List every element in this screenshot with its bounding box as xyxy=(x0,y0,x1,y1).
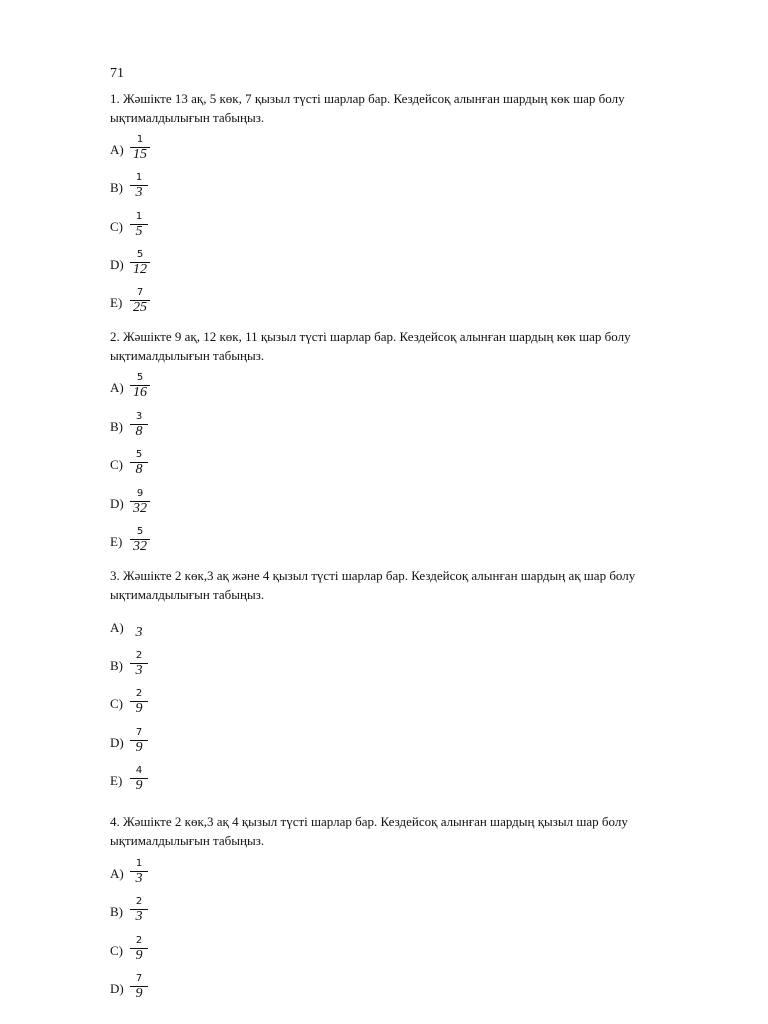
fraction-denominator: 9 xyxy=(135,778,143,793)
fraction-numerator: 5 xyxy=(135,449,143,460)
fraction xyxy=(130,411,156,447)
fraction-denominator: 5 xyxy=(135,224,143,239)
fraction xyxy=(130,211,156,247)
option-label: A) xyxy=(110,620,124,635)
question-3-option-d xyxy=(110,727,230,763)
question-1-option-e xyxy=(110,287,230,323)
fraction-denominator: 32 xyxy=(133,539,147,554)
fraction xyxy=(130,896,156,932)
fraction-denominator: 9 xyxy=(135,948,143,963)
fraction-denominator: 8 xyxy=(135,424,143,439)
option-label: A) xyxy=(110,142,124,157)
fraction xyxy=(130,612,156,648)
question-1-option-c xyxy=(110,211,230,247)
fraction xyxy=(130,134,156,170)
option-label: B) xyxy=(110,658,123,673)
fraction-numerator: 4 xyxy=(135,765,143,776)
fraction-denominator: 12 xyxy=(133,262,147,277)
question-1-option-b xyxy=(110,172,230,208)
fraction xyxy=(130,727,156,763)
fraction-denominator: 9 xyxy=(135,986,143,1001)
question-4-option-a xyxy=(110,858,230,894)
question-1-option-d xyxy=(110,249,230,285)
option-label: D) xyxy=(110,496,124,511)
option-label: D) xyxy=(110,735,124,750)
fraction xyxy=(130,973,156,1009)
fraction-denominator: 9 xyxy=(135,701,143,716)
fraction xyxy=(130,249,156,285)
fraction-numerator: 2 xyxy=(135,688,143,699)
fraction xyxy=(130,935,156,971)
question-4-option-b xyxy=(110,896,230,932)
fraction xyxy=(130,688,156,724)
option-label: D) xyxy=(110,981,124,996)
question-2-option-a xyxy=(110,372,230,408)
fraction-numerator: 1 xyxy=(135,858,143,869)
fraction-numerator: 5 xyxy=(136,526,144,537)
fraction xyxy=(130,650,156,686)
option-label: B) xyxy=(110,419,123,434)
fraction-denominator: 9 xyxy=(135,740,143,755)
question-1-text: 1. Жәшікте 13 ақ, 5 көк, 7 қызыл түсті шарлар бар. Кездейсоқ алынған шардың көк шар болу ықтималдылығын табыңыз. xyxy=(110,91,625,125)
fraction xyxy=(130,172,156,208)
option-label: E) xyxy=(110,295,123,310)
fraction-numerator: 1 xyxy=(135,211,143,222)
option-label: C) xyxy=(110,457,123,472)
fraction-denominator: 3 xyxy=(135,185,143,200)
option-label: E) xyxy=(110,773,123,788)
option-label: E) xyxy=(110,534,123,549)
fraction-denominator: 3 xyxy=(135,625,143,640)
question-2-option-b xyxy=(110,411,230,447)
fraction xyxy=(130,526,156,562)
fraction-denominator: 32 xyxy=(133,501,147,516)
fraction-numerator: 7 xyxy=(135,727,143,738)
question-2-option-c xyxy=(110,449,230,485)
fraction-denominator: 8 xyxy=(135,462,143,477)
fraction xyxy=(130,488,156,524)
fraction-numerator: 1 xyxy=(135,172,143,183)
page-number: 71 xyxy=(110,66,124,81)
option-label: C) xyxy=(110,943,123,958)
question-3-text: 3. Жәшікте 2 көк,3 ақ және 4 қызыл түсті шарлар бар. Кездейсоқ алынған шардың ақ шар болу ықтималдылығын табыңыз. xyxy=(110,568,636,602)
fraction-denominator: 25 xyxy=(133,300,147,315)
question-3-option-a xyxy=(110,612,230,648)
option-label: D) xyxy=(110,257,124,272)
fraction-numerator: 7 xyxy=(135,973,143,984)
fraction-denominator: 3 xyxy=(135,663,143,678)
fraction-denominator: 3 xyxy=(135,909,143,924)
question-1-option-a xyxy=(110,134,230,170)
option-label: A) xyxy=(110,380,124,395)
fraction-numerator: 3 xyxy=(135,411,143,422)
fraction-numerator: 7 xyxy=(136,287,144,298)
question-3-option-e xyxy=(110,765,230,801)
question-2-option-e xyxy=(110,526,230,562)
fraction-denominator: 15 xyxy=(133,147,147,162)
fraction-numerator: 5 xyxy=(136,249,144,260)
question-2-text: 2. Жәшікте 9 ақ, 12 көк, 11 қызыл түсті шарлар бар. Кездейсоқ алынған шардың көк шар болу ықтималдылығын табыңыз. xyxy=(110,329,631,363)
fraction xyxy=(130,287,156,323)
fraction-numerator: 1 xyxy=(136,134,144,145)
fraction xyxy=(130,372,156,408)
fraction xyxy=(130,858,156,894)
question-4-option-c xyxy=(110,935,230,971)
fraction-denominator: 3 xyxy=(135,871,143,886)
fraction xyxy=(130,765,156,801)
question-3-option-c xyxy=(110,688,230,724)
fraction-numerator: 2 xyxy=(135,935,143,946)
question-3-option-b xyxy=(110,650,230,686)
option-label: C) xyxy=(110,696,123,711)
option-label: C) xyxy=(110,219,123,234)
fraction-numerator: 9 xyxy=(136,488,144,499)
question-4-text: 4. Жәшікте 2 көк,3 ақ 4 қызыл түсті шарлар бар. Кездейсоқ алынған шардың қызыл шар болу ықтималдылығын табыңыз. xyxy=(110,814,628,848)
fraction xyxy=(130,449,156,485)
option-label: B) xyxy=(110,904,123,919)
fraction-denominator: 16 xyxy=(133,385,147,400)
option-label: A) xyxy=(110,866,124,881)
option-label: B) xyxy=(110,180,123,195)
fraction-numerator: 5 xyxy=(136,372,144,383)
fraction-numerator: 2 xyxy=(135,650,143,661)
question-2-option-d xyxy=(110,488,230,524)
question-4-option-d xyxy=(110,973,230,1009)
fraction-numerator: 2 xyxy=(135,896,143,907)
